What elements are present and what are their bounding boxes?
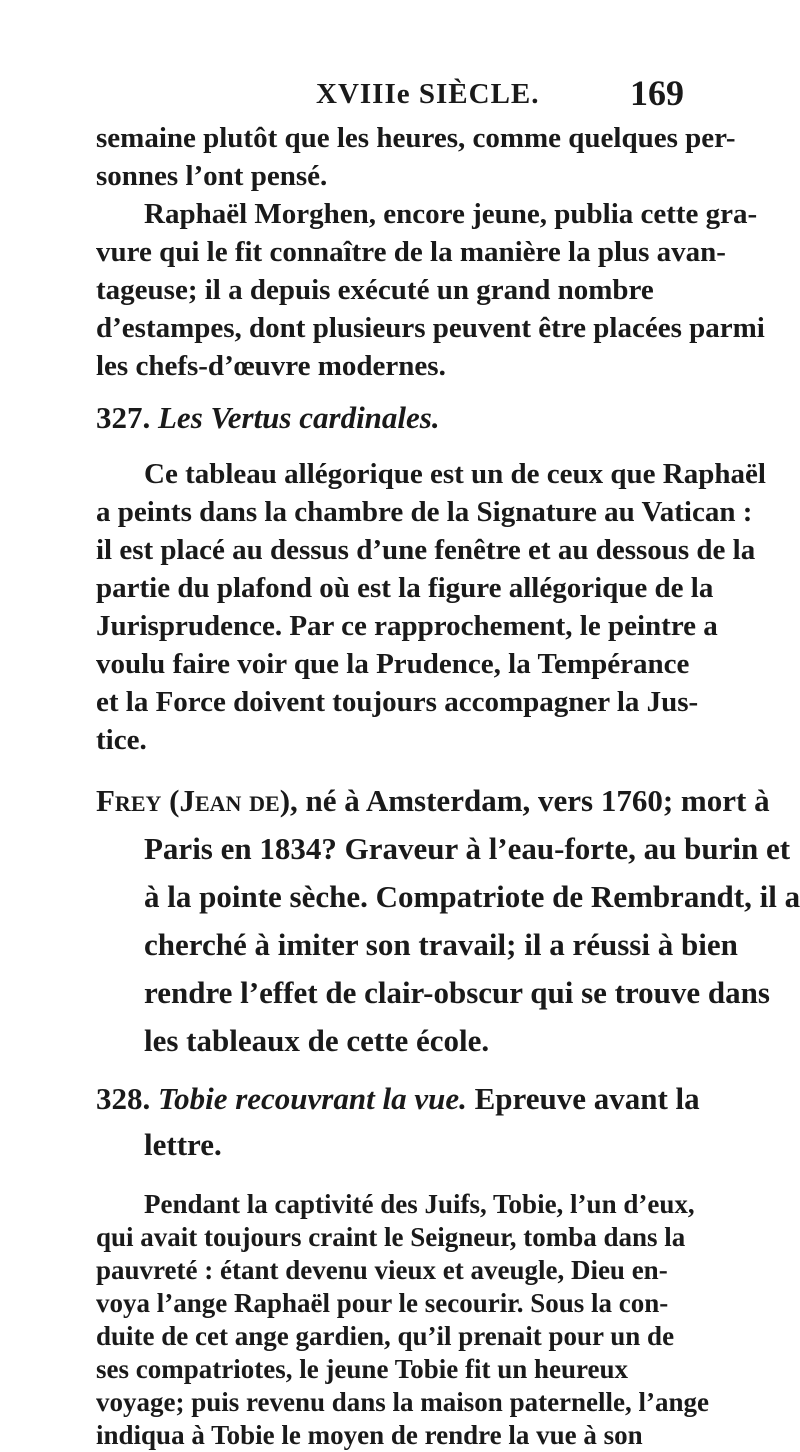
text-line: sonnes l’ont pensé. xyxy=(96,160,328,192)
text-line: partie du plafond où est la figure allégorique de la xyxy=(96,572,714,604)
text-line: il est placé au dessus d’une fenêtre et au dessous de la xyxy=(96,534,756,566)
item-number: 328. xyxy=(96,1081,151,1116)
text-line: d’estampes, dont plusieurs peuvent être placées parmi xyxy=(96,312,765,344)
text-line: Raphaël Morghen, encore jeune, publia cette gra- xyxy=(144,198,758,230)
text-line: voyage; puis revenu dans la maison paternelle, l’ange xyxy=(96,1387,710,1417)
text-line: ses compatriotes, le jeune Tobie fit un heureux xyxy=(96,1354,628,1384)
text-line: tageuse; il a depuis exécuté un grand nombre xyxy=(96,274,654,306)
text-line: cherché à imiter son travail; il a réussi à bien xyxy=(144,927,738,962)
text-line: semaine plutôt que les heures, comme quelques per- xyxy=(96,122,736,154)
item-number: 327. xyxy=(96,400,151,435)
entry-text: né à Amsterdam, vers 1760; mort à xyxy=(297,783,770,818)
item-328-heading xyxy=(96,1080,700,1118)
entry-first-line xyxy=(96,782,770,820)
text-line: à la pointe sèche. Compatriote de Rembrandt, il a xyxy=(144,879,800,914)
text-line: voya l’ange Raphaël pour le secourir. Sous la con- xyxy=(96,1288,669,1318)
text-line: Pendant la captivité des Juifs, Tobie, l’un d’eux, xyxy=(144,1189,695,1219)
text-line: les tableaux de cette école. xyxy=(144,1023,490,1058)
text-line: duite de cet ange gardien, qu’il prenait pour un de xyxy=(96,1321,675,1351)
text-line: Paris en 1834? Graveur à l’eau-forte, au burin et xyxy=(144,831,791,866)
text-line: les chefs-d’œuvre modernes. xyxy=(96,350,446,382)
item-note-continued: lettre. xyxy=(144,1127,222,1162)
page-header xyxy=(0,72,800,116)
text-line: pauvreté : étant devenu vieux et aveugle, Dieu en- xyxy=(96,1255,668,1285)
text-line: rendre l’effet de clair-obscur qui se trouve dans xyxy=(144,975,770,1010)
text-line: Ce tableau allégorique est un de ceux que Raphaël xyxy=(144,458,766,490)
text-line: tice. xyxy=(96,724,147,756)
item-327-heading xyxy=(96,400,440,436)
page-number: 169 xyxy=(630,73,684,113)
item-note: Epreuve avant la xyxy=(466,1081,700,1116)
item-title: Les Vertus cardinales. xyxy=(158,400,440,435)
artist-name: Frey (Jean de), xyxy=(96,783,298,818)
text-line: Jurisprudence. Par ce rapprochement, le peintre a xyxy=(96,610,718,642)
text-line: indiqua à Tobie le moyen de rendre la vue à son xyxy=(96,1420,643,1450)
item-title: Tobie recouvrant la vue. xyxy=(158,1081,467,1116)
text-line: et la Force doivent toujours accompagner la Jus- xyxy=(96,686,699,718)
text-line: qui avait toujours craint le Seigneur, tomba dans la xyxy=(96,1222,686,1252)
text-line: vure qui le fit connaître de la manière la plus avan- xyxy=(96,236,726,268)
running-title: XVIIIe SIÈCLE. xyxy=(316,78,540,110)
text-line: voulu faire voir que la Prudence, la Tempérance xyxy=(96,648,690,680)
text-line: a peints dans la chambre de la Signature au Vatican : xyxy=(96,496,753,528)
